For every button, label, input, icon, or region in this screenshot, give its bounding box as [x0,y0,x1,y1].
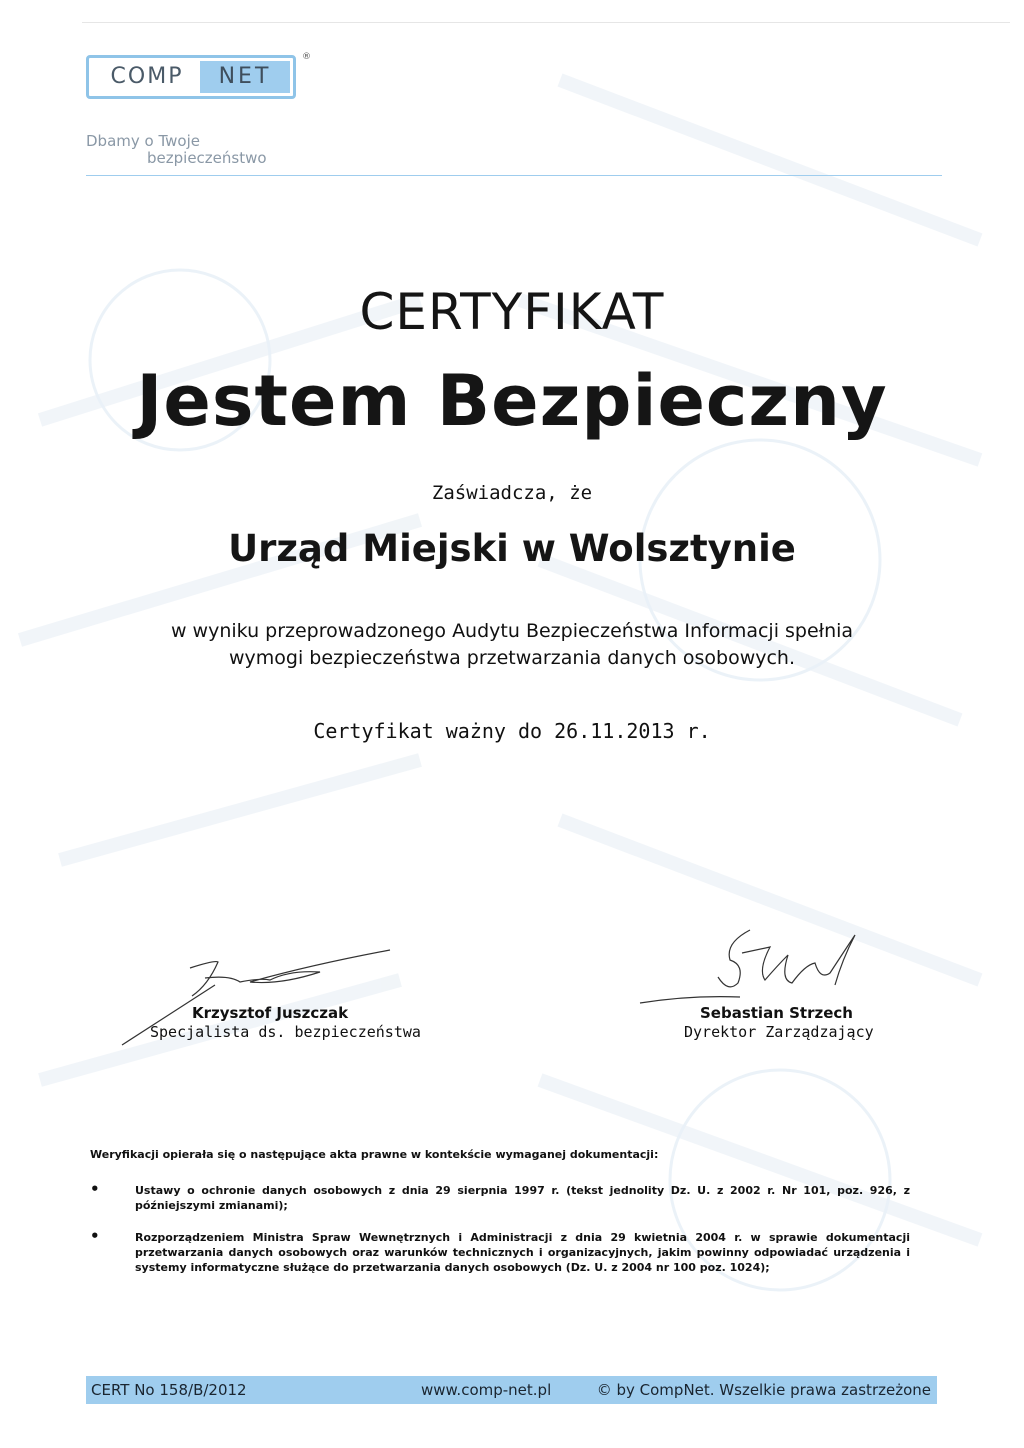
footer-bar [86,1376,937,1404]
logo-text-left: COMP [110,64,184,89]
copyright-text: © by CompNet. Wszelkie prawa zastrzeżone [596,1381,931,1399]
body-text-line2: wymogi bezpieczeństwa przetwarzania danych osobowych. [228,647,796,669]
certificate-number: CERT No 158/B/2012 [91,1381,247,1399]
signer-left-name: Krzysztof Juszczak [192,1004,349,1022]
signature-right [630,925,870,1010]
validity-date: Certyfikat ważny do 26.11.2013 r. [313,719,711,743]
tagline-line2: bezpieczeństwo [147,149,267,167]
signer-right-role: Dyrektor Zarządzający [684,1023,874,1041]
recipient-name: Urząd Miejski w Wolsztynie [228,527,796,570]
header-divider [86,175,942,176]
body-text-line1: w wyniku przeprowadzonego Audytu Bezpieczeństwa Informacji spełnia [170,620,854,642]
logo-text-right: NET [200,61,290,93]
legal-item: • Rozporządzeniem Ministra Spraw Wewnętrznych i Administracji z dnia 29 kwietnia 2004 r. w sprawie dokumentacji przetwarzania danych osobowych oraz warunków technicznych i organizacyjnych, jakim powinny odpowiadać urządzenia i systemy informatyczne służące do przetwarzania danych osobowych (Dz. U. z 2004 nr 100 poz. 1024); [90,1230,910,1275]
legal-intro: Weryfikacji opierała się o następujące akta prawne w kontekście wymaganej dokumentacji: [90,1148,659,1161]
legal-item: • Ustawy o ochronie danych osobowych z dnia 29 sierpnia 1997 r. (tekst jednolity Dz. U. z 2002 r. Nr 101, poz. 926, z późniejszymi zmianami); [90,1183,910,1213]
website-link[interactable]: www.comp-net.pl [421,1381,552,1399]
company-logo [86,55,296,99]
top-border-line [82,22,1010,23]
certificate-title: CERTYFIKAT [359,283,665,341]
signer-right-name: Sebastian Strzech [700,1004,853,1022]
certificate-subtitle: Jestem Bezpieczny [136,360,888,442]
tagline-line1: Dbamy o Twoje [86,132,200,150]
registered-mark: ® [302,52,311,62]
signer-left-role: Specjalista ds. bezpieczeństwa [150,1023,421,1041]
legal-list [90,1183,910,1292]
certifies-text: Zaświadcza, że [431,482,593,504]
